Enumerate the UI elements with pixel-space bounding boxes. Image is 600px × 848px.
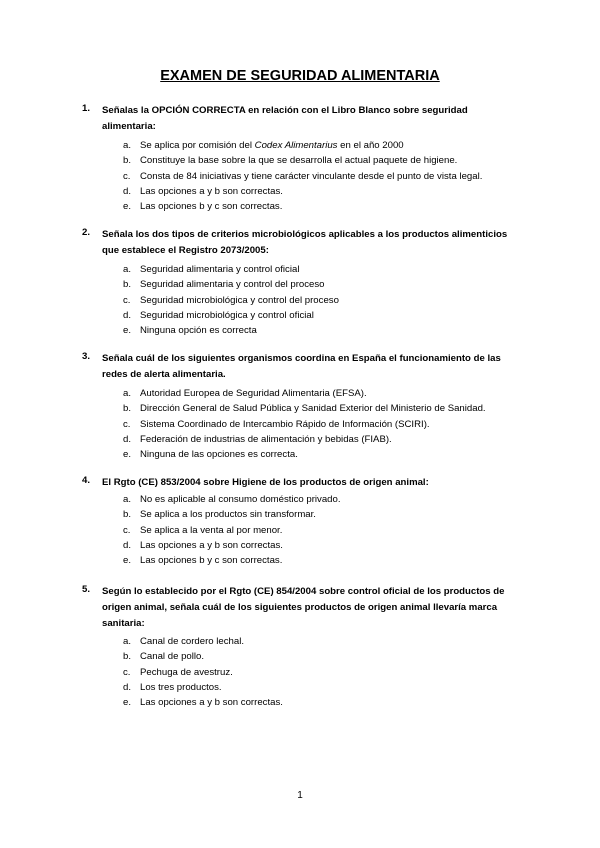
option-c: c. Seguridad microbiológica y control del proceso [123,294,339,306]
question-4 [82,475,510,568]
option-a: a. Canal de cordero lechal. [123,636,244,647]
question-text: Según lo establecido por el Rgto (CE) 854/2004 sobre control oficial de los productos de origen animal, señala cuál de los siguientes productos de origen animal llevaría marca sanitaria: [102,586,505,629]
question-5 [82,584,510,710]
question-text: Señala los dos tipos de criterios microbiológicos aplicables a los productos alimenticios que establece el Registro 2073/2005: [102,229,508,256]
option-b: b. Se aplica a los productos sin transformar. [123,509,316,521]
option-e: e. Ninguna opción es correcta [123,325,257,337]
option-b: b. Canal de pollo. [123,651,205,663]
option-a: a. Se aplica por comisión del Codex Alimentarius en el año 2000 [123,140,404,151]
option-c: c. Pechuga de avestruz. [123,666,233,678]
question-text: Señala cuál de los siguientes organismos coordina en España el funcionamiento de las redes de alerta alimentaria. [102,353,501,380]
option-list [90,634,510,710]
question-1 [82,103,510,214]
option-e: e. Ninguna de las opciones es correcta. [123,449,298,461]
option-e: e. Las opciones b y c son correctas. [123,555,283,567]
option-d: d. Federación de industrias de alimentación y bebidas (FIAB). [123,433,392,445]
page-title: EXAMEN DE SEGURIDAD ALIMENTARIA [160,68,440,84]
option-c: c. Se aplica a la venta al por menor. [123,524,283,536]
option-d: d. Seguridad microbiológica y control oficial [123,309,314,321]
option-b: b. Seguridad alimentaria y control del proceso [123,279,325,291]
question-3 [82,351,510,462]
question-number: 2. [82,227,91,238]
question-2 [82,227,510,338]
option-b: b. Constituye la base sobre la que se desarrolla el actual paquete de higiene. [123,155,458,167]
option-d: d. Las opciones a y b son correctas. [123,185,283,197]
option-a: a. Seguridad alimentaria y control oficial [123,264,300,275]
question-number: 3. [82,351,91,362]
option-e: e. Las opciones b y c son correctas. [123,201,283,213]
option-list [90,492,510,568]
question-number: 5. [82,584,91,595]
option-list [90,386,510,462]
option-c: c. Sistema Coordinado de Intercambio Rápido de Información (SCIRI). [123,418,430,430]
option-a: a. Autoridad Europea de Seguridad Alimentaria (EFSA). [123,388,367,399]
option-b: b. Dirección General de Salud Pública y Sanidad Exterior del Ministerio de Sanidad. [123,403,486,415]
option-d: d. Los tres productos. [123,681,222,693]
question-text: Señalas la OPCIÓN CORRECTA en relación con el Libro Blanco sobre seguridad alimentaria: [102,105,468,132]
option-e: e. Las opciones a y b son correctas. [123,697,283,709]
option-list [90,262,510,338]
question-number: 4. [82,475,91,486]
option-c: c. Consta de 84 iniciativas y tiene carácter vinculante desde el punto de vista legal. [123,170,483,182]
option-d: d. Las opciones a y b son correctas. [123,539,283,551]
question-number: 1. [82,103,91,114]
page-number: 1 [297,790,303,801]
option-a: a. No es aplicable al consumo doméstico privado. [123,494,341,505]
option-list [90,138,510,214]
question-text: El Rgto (CE) 853/2004 sobre Higiene de los productos de origen animal: [102,477,429,488]
